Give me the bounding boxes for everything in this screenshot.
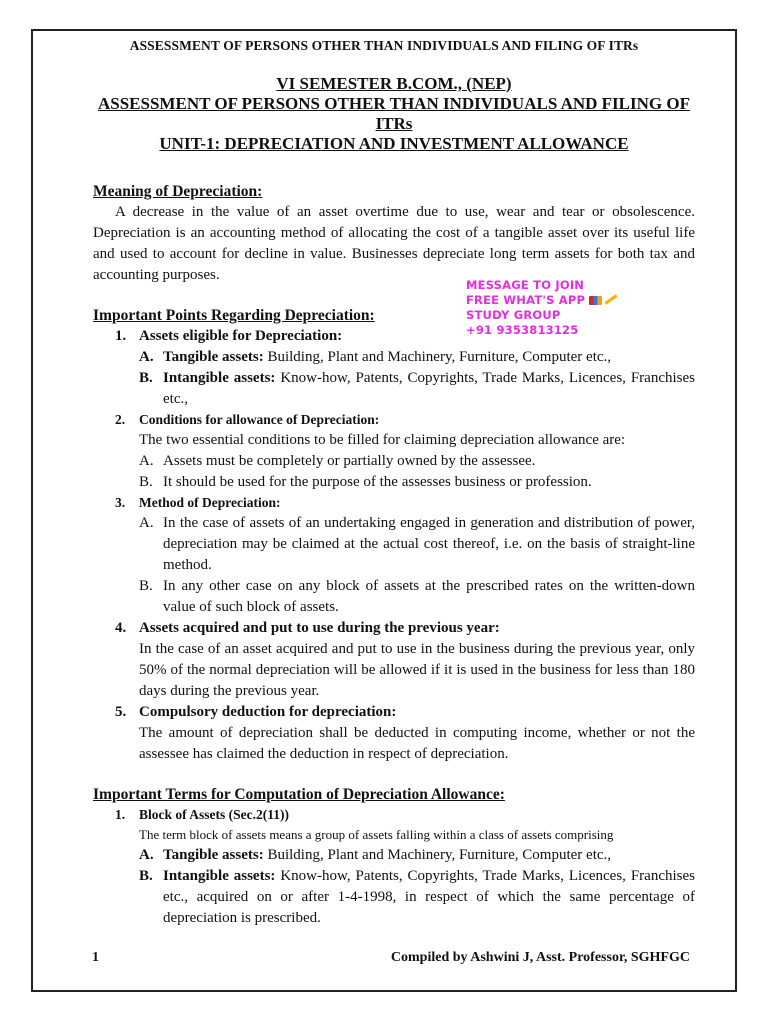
section-heading: Meaning of Depreciation: [93, 183, 263, 200]
list-number: 4. [115, 620, 127, 636]
numbered-heading [115, 702, 695, 723]
item-letter: B. [139, 370, 153, 386]
page-number: 1 [92, 950, 99, 965]
promo-phone: +91 9353813125 [466, 323, 579, 337]
list-item [139, 368, 695, 410]
promo-line: FREE WHAT'S APP [466, 293, 586, 307]
document-title [88, 74, 700, 154]
list-title: Assets eligible for Depreciation: [139, 328, 343, 344]
page-footer [92, 950, 690, 966]
document-body [93, 181, 695, 929]
section-heading: Important Points Regarding Depreciation: [93, 307, 375, 324]
paragraph: The two essential conditions to be filled for claiming depreciation allowance are: [139, 432, 626, 448]
item-text: Building, Plant and Machinery, Furniture, Computer etc., [263, 847, 612, 863]
promo-line: MESSAGE TO JOIN [466, 278, 585, 292]
numbered-heading [115, 618, 695, 639]
numbered-heading [115, 326, 695, 347]
list-item [139, 576, 695, 618]
list-title: Compulsory deduction for depreciation: [139, 704, 397, 720]
running-header: ASSESSMENT OF PERSONS OTHER THAN INDIVIDUALS AND FILING OF ITRs [129, 38, 639, 53]
item-text: Assets must be completely or partially owned by the assessee. [163, 453, 536, 469]
item-letter: A. [139, 349, 154, 365]
numbered-heading [115, 805, 695, 825]
paragraph: In the case of an asset acquired and put to use in the business during the previous year, only 50% of the normal depreciation will be allowed if it is used in the business for less than 180 days during the previous year. [139, 641, 695, 699]
promo-line: STUDY GROUP [466, 308, 561, 322]
footer-credit: Compiled by Ashwini J, Asst. Professor, SGHFGC [390, 950, 690, 965]
list-title: Block of Assets (Sec.2(11)) [139, 807, 289, 822]
list-title: Assets acquired and put to use during the previous year: [139, 620, 500, 636]
paragraph: The amount of depreciation shall be deducted in computing income, whether or not the assessee has claimed the deduction in respect of depreciation. [139, 725, 695, 762]
title-unit: UNIT-1: DEPRECIATION AND INVESTMENT ALLOWANCE [159, 134, 629, 153]
title-subject: ASSESSMENT OF PERSONS OTHER THAN INDIVIDUALS AND FILING OF ITRs [98, 94, 690, 133]
numbered-heading [115, 410, 695, 430]
item-term: Tangible assets: [163, 349, 264, 365]
paragraph: The term block of assets means a group of assets falling within a class of assets comprising [139, 827, 614, 842]
item-letter: A. [139, 847, 154, 863]
list-item [139, 866, 695, 929]
item-letter: A. [139, 515, 154, 531]
list-item [139, 347, 695, 368]
list-title: Conditions for allowance of Depreciation: [139, 412, 380, 427]
item-text: Building, Plant and Machinery, Furniture, Computer etc., [263, 349, 612, 365]
item-text: It should be used for the purpose of the assesses business or profession. [163, 474, 592, 490]
item-text: Know-how, Patents, Copyrights, Trade Marks, Licences, Franchises etc., [163, 370, 695, 407]
list-number: 5. [115, 704, 127, 720]
item-letter: B. [139, 578, 153, 594]
list-number: 1. [115, 807, 126, 822]
item-term: Intangible assets: [163, 370, 276, 386]
list-item [139, 472, 695, 493]
item-text: In any other case on any block of assets at the prescribed rates on the written-down value of such block of assets. [163, 578, 695, 615]
paragraph: A decrease in the value of an asset overtime due to use, wear and tear or obsolescence. Depreciation is an accounting method of allocating the cost of a tangible asset over its useful life and used to account for decline in value. Businesses depreciate long term assets for both tax and accounting purposes. [93, 204, 695, 283]
numbered-heading [115, 493, 695, 513]
item-text: In the case of assets of an undertaking engaged in generation and distribution of power, depreciation may be claimed at the actual cost thereof, i.e. on the basis of straight-line method. [163, 515, 695, 573]
item-letter: B. [139, 868, 153, 884]
item-term: Tangible assets: [163, 847, 264, 863]
item-term: Intangible assets: [163, 868, 276, 884]
list-number: 1. [115, 328, 127, 344]
list-item [139, 845, 695, 866]
list-item [139, 513, 695, 576]
item-letter: B. [139, 474, 153, 490]
list-item [139, 451, 695, 472]
title-semester: VI SEMESTER B.COM., (NEP) [276, 74, 512, 93]
list-number: 3. [115, 495, 126, 510]
section-heading: Important Terms for Computation of Depreciation Allowance: [93, 786, 505, 803]
item-letter: A. [139, 453, 154, 469]
item-text: Know-how, Patents, Copyrights, Trade Marks, Licences, Franchises etc., acquired on or after 1-4-1998, in respect of which the same percentage of depreciation is prescribed. [163, 868, 695, 926]
list-number: 2. [115, 412, 126, 427]
list-title: Method of Depreciation: [139, 495, 281, 510]
